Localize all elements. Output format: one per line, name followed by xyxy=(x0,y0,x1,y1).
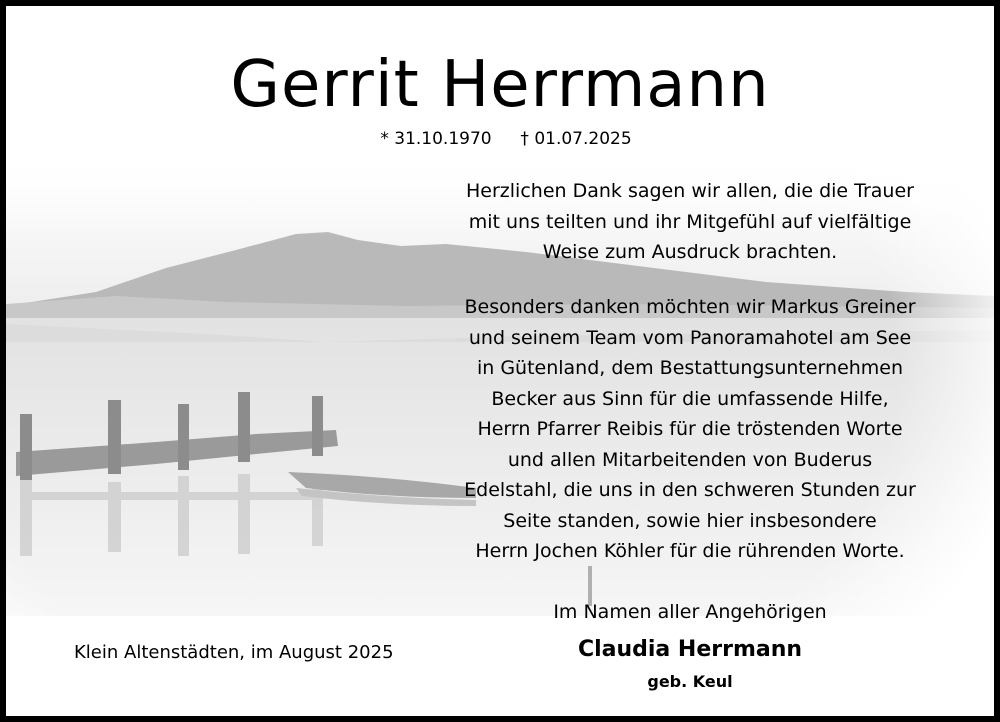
life-dates xyxy=(6,127,1000,151)
maiden-name: geb. Keul xyxy=(647,672,733,691)
special-line: Edelstahl, die uns in den schweren Stunden zur xyxy=(464,479,916,501)
thanks-line: Herzlichen Dank sagen wir allen, die die Trauer xyxy=(466,180,914,202)
special-line: Herrn Pfarrer Reibis für die tröstenden Worte xyxy=(477,418,903,440)
on-behalf-line: Im Namen aller Angehörigen xyxy=(553,601,827,623)
special-line: in Gütenland, dem Bestattungsunternehmen xyxy=(476,357,904,379)
dagger-icon: † xyxy=(520,129,529,149)
special-line: Herrn Jochen Köhler für die rührenden Worte. xyxy=(475,540,905,562)
born-symbol: * xyxy=(380,129,389,149)
birth-date: 31.10.1970 xyxy=(394,129,492,149)
death-date: 01.07.2025 xyxy=(534,129,632,149)
special-line: und allen Mitarbeitenden von Buderus xyxy=(507,448,873,471)
special-line: Seite standen, sowie hier insbesondere xyxy=(503,509,877,532)
special-line: Besonders danken möchten wir Markus Greiner xyxy=(464,296,916,318)
deceased-name: Gerrit Herrmann xyxy=(230,48,770,122)
thanks-line: Weise zum Ausdruck brachten. xyxy=(542,241,838,263)
special-thanks-paragraph xyxy=(420,292,960,567)
place-and-date: Klein Altenstädten, im August 2025 xyxy=(74,642,394,663)
thanks-line: mit uns teilten und ihr Mitgefühl auf vielfältige xyxy=(468,210,912,233)
special-line: und seinem Team vom Panoramahotel am See xyxy=(468,326,912,349)
signer-name: Claudia Herrmann xyxy=(577,637,803,662)
special-line: Becker aus Sinn für die umfassende Hilfe, xyxy=(491,387,889,410)
thanks-paragraph xyxy=(420,176,960,268)
